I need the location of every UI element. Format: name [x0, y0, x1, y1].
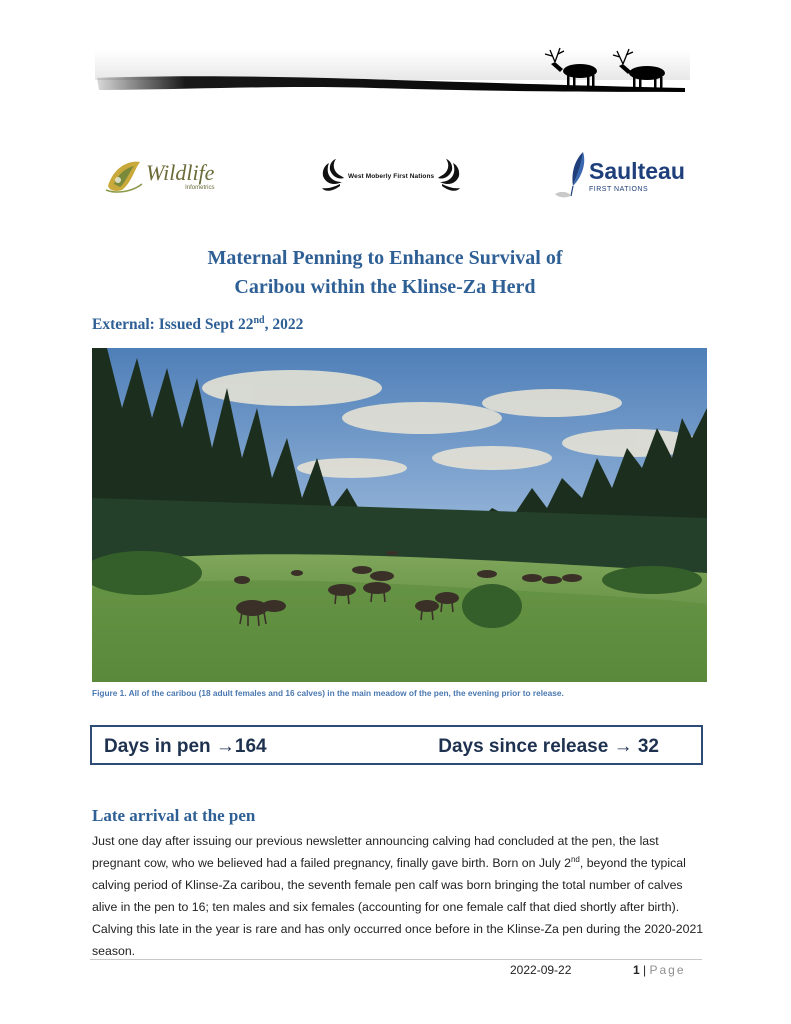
- section-body-paragraph: [92, 830, 704, 962]
- footer-date: 2022-09-22: [510, 963, 572, 977]
- west-moberly-name: West Moberly First Nations: [348, 172, 435, 180]
- saulteau-logo: [553, 146, 693, 206]
- body-text-part-2: , beyond the typical calving period of Klinse-Za caribou, the seventh female pen calf was born bringing the total number of calves alive in the pen to 16; ten males and six females (accounting for one female calf that died shortly after birth). Calving this late in the year is rare and has only occurred once before in the Klinse-Za pen during the 2020-2021 season.: [92, 856, 704, 958]
- issue-date-line: [92, 315, 303, 334]
- title-line-2: Caribou within the Klinse-Za Herd: [234, 276, 536, 298]
- figure-caption: Figure 1. All of the caribou (18 adult females and 16 calves) in the main meadow of the pen, the evening prior to release.: [92, 688, 564, 698]
- section-heading: Late arrival at the pen: [92, 806, 256, 825]
- title-line-1: Maternal Penning to Enhance Survival of: [207, 247, 563, 269]
- page-separator: |: [639, 963, 650, 977]
- footer-divider: [90, 959, 702, 960]
- body-text-part-1: Just one day after issuing our previous newsletter announcing calving had concluded at the pen, the last pregnant cow, who we believed had a failed pregnancy, finally gave birth. Born on July 2: [92, 834, 659, 870]
- page-number: 1: [633, 963, 640, 977]
- wildlife-infometrics-logo: [104, 146, 224, 206]
- body-ordinal: nd: [570, 854, 580, 864]
- header-banner-caribou: [95, 42, 690, 100]
- days-in-pen: Days in pen →164: [104, 736, 267, 757]
- issued-prefix: External: Issued Sept 22: [92, 316, 254, 334]
- feather-icon: [553, 150, 589, 202]
- saulteau-name: Saulteau: [589, 157, 685, 184]
- right-swan-icon: [436, 156, 462, 196]
- left-swan-icon: [320, 156, 346, 196]
- footer-page-number: [633, 963, 686, 977]
- days-since-release: Days since release → 32: [438, 736, 659, 757]
- issued-year: , 2022: [264, 316, 304, 334]
- days-counter-box: [90, 725, 703, 765]
- saulteau-sub: FIRST NATIONS: [589, 185, 649, 193]
- wildlife-logo-sub: Infometrics: [185, 184, 215, 191]
- caribou-meadow-photo: [92, 348, 707, 682]
- issued-ordinal: nd: [253, 315, 265, 326]
- west-moberly-logo: [320, 146, 470, 206]
- wildlife-emblem-icon: [104, 156, 144, 196]
- wildlife-logo-name: Wildlife: [146, 159, 215, 185]
- document-title: [90, 244, 680, 302]
- page-label: Page: [649, 963, 686, 977]
